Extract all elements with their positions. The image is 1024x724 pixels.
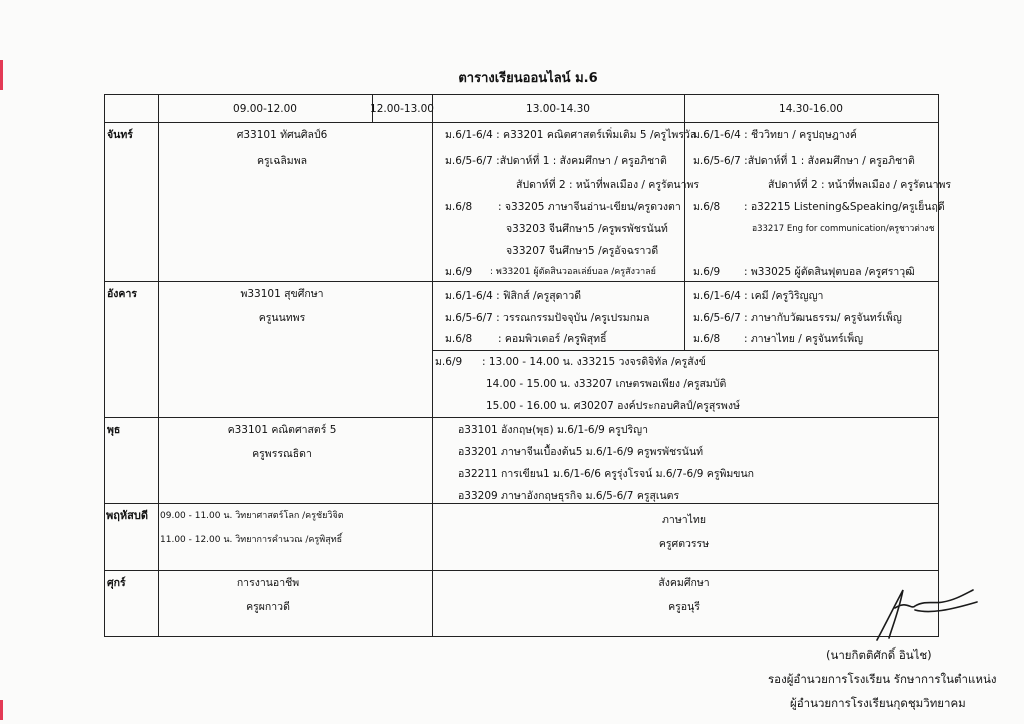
subject-cell: ศ33101 ทัศนศิลป์6	[236, 129, 328, 141]
teacher-cell: ครูนนทพร	[258, 312, 306, 324]
schedule-line: : อ32215 Listening&Speaking/ครูเย็นฤดี	[744, 201, 945, 213]
teacher-cell: ครูผกาวดี	[246, 601, 290, 613]
signer-position: ผู้อำนวยการโรงเรียนกุดชุมวิทยาคม	[790, 696, 966, 710]
page-edge-mark	[0, 60, 3, 90]
schedule-line: : จ33205 ภาษาจีนอ่าน-เขียน/ครูดวงตา	[498, 201, 681, 213]
schedule-line: 11.00 - 12.00 น. วิทยาการคำนวณ /ครูพิสุทธิ์	[160, 535, 343, 545]
class-label: ม.6/8	[693, 333, 721, 345]
schedule-line: 15.00 - 16.00 น. ศ30207 องค์ประกอบศิลป์/ครูสุรพงษ์	[486, 400, 740, 412]
page-edge-mark	[0, 700, 3, 720]
schedule-line: อ32211 การเขียน1 ม.6/1-6/6 ครูรุ่งโรจน์ ม.6/7-6/9 ครูพิมขนก	[458, 468, 755, 480]
subject-cell: สังคมศึกษา	[658, 577, 710, 589]
schedule-line: : ภาษาไทย / ครูจันทร์เพ็ญ	[744, 333, 864, 345]
schedule-line: 09.00 - 11.00 น. วิทยาศาสตร์โลก /ครูชัยวิจิต	[160, 511, 344, 521]
schedule-line: 14.00 - 15.00 น. ง33207 เกษตรพอเพียง /ครูสมบัติ	[486, 378, 727, 390]
signature-mark	[855, 580, 985, 650]
schedule-line: : 13.00 - 14.00 น. ง33215 วงจรดิจิทัล /ครูสังข์	[482, 356, 706, 368]
schedule-line: ม.6/5-6/7 : วรรณกรรมปัจจุบัน /ครูเปรมกมล	[445, 312, 650, 324]
period-header: 14.30-16.00	[779, 103, 843, 115]
day-label: พุธ	[107, 424, 121, 436]
subject-cell: ภาษาไทย	[662, 514, 706, 526]
teacher-cell: ครูศตวรรษ	[658, 538, 710, 550]
schedule-line: ม.6/5-6/7 :สัปดาห์ที่ 1 : สังคมศึกษา / ครูอภิชาติ	[445, 155, 667, 167]
schedule-line: ม.6/1-6/4 : ชีววิทยา / ครูปฤษฎางค์	[693, 129, 857, 141]
signer-name: (นายกิตติศักดิ์ อินไช)	[826, 648, 932, 662]
schedule-line: อ33101 อังกฤษ(พุธ) ม.6/1-6/9 ครูปริญา	[458, 424, 648, 436]
subject-cell: ค33101 คณิตศาสตร์ 5	[227, 424, 337, 436]
class-label: ม.6/8	[693, 201, 721, 213]
schedule-line: จ33207 จีนศึกษา5 /ครูอัจฉราวดี	[506, 245, 659, 257]
class-label: ม.6/9	[445, 266, 473, 278]
schedule-line: ม.6/5-6/7 :สัปดาห์ที่ 1 : สังคมศึกษา / ครูอภิชาติ	[693, 155, 915, 167]
teacher-cell: ครูเฉลิมพล	[256, 155, 308, 167]
schedule-line: ม.6/1-6/4 : ค33201 คณิตศาสตร์เพิ่มเติม 5 /ครูไพรวัล	[445, 129, 697, 141]
teacher-cell: ครูพรรณธิดา	[252, 448, 312, 460]
schedule-line: อ33217 Eng for communication/ครูชาวต่างช	[752, 224, 935, 234]
schedule-line: : พ33025 ผู้ตัดสินฟุตบอล /ครูศราวุฒิ	[744, 266, 915, 278]
class-label: ม.6/8	[445, 333, 473, 345]
day-label: ศุกร์	[107, 577, 126, 589]
day-label: อังคาร	[107, 288, 137, 300]
schedule-line: จ33203 จีนศึกษา5 /ครูพรพัชรนันท์	[506, 223, 668, 235]
class-label: ม.6/8	[445, 201, 473, 213]
schedule-line: : พ33201 ผู้ตัดสินวอลเล่ย์บอล /ครูสังวาลย์	[490, 267, 656, 277]
period-header: 13.00-14.30	[526, 103, 590, 115]
class-label: ม.6/9	[693, 266, 721, 278]
signer-position: รองผู้อำนวยการโรงเรียน รักษาการในตำแหน่ง	[768, 672, 997, 686]
teacher-cell: ครูอนุรี	[668, 601, 700, 613]
schedule-line: อ33209 ภาษาอังกฤษธุรกิจ ม.6/5-6/7 ครูสุเนตร	[458, 490, 680, 502]
day-label: จันทร์	[107, 129, 133, 141]
period-header: 09.00-12.00	[233, 103, 297, 115]
schedule-line: ม.6/1-6/4 : เคมี /ครูวิริญญา	[693, 290, 824, 302]
schedule-line: สัปดาห์ที่ 2 : หน้าที่พลเมือง / ครูรัตนาพร	[768, 179, 952, 191]
day-label: พฤหัสบดี	[106, 509, 149, 522]
schedule-line: ม.6/5-6/7 : ภาษากับวัฒนธรรม/ ครูจันทร์เพ็ญ	[693, 312, 902, 324]
subject-cell: การงานอาชีพ	[236, 577, 300, 589]
period-header: 12.00-13.00	[370, 103, 434, 115]
subject-cell: พ33101 สุขศึกษา	[240, 288, 324, 300]
schedule-line: สัปดาห์ที่ 2 : หน้าที่พลเมือง / ครูรัตนาพร	[516, 179, 700, 191]
class-label: ม.6/9	[435, 356, 463, 368]
page-title: ตารางเรียนออนไลน์ ม.6	[458, 71, 598, 86]
schedule-line: : คอมพิวเตอร์ /ครูพิสุทธิ์	[498, 333, 607, 345]
schedule-line: อ33201 ภาษาจีนเบื้องต้น5 ม.6/1-6/9 ครูพรพัชรนันท์	[458, 446, 704, 458]
schedule-line: ม.6/1-6/4 : ฟิสิกส์ /ครูสุดาวดี	[445, 290, 582, 302]
